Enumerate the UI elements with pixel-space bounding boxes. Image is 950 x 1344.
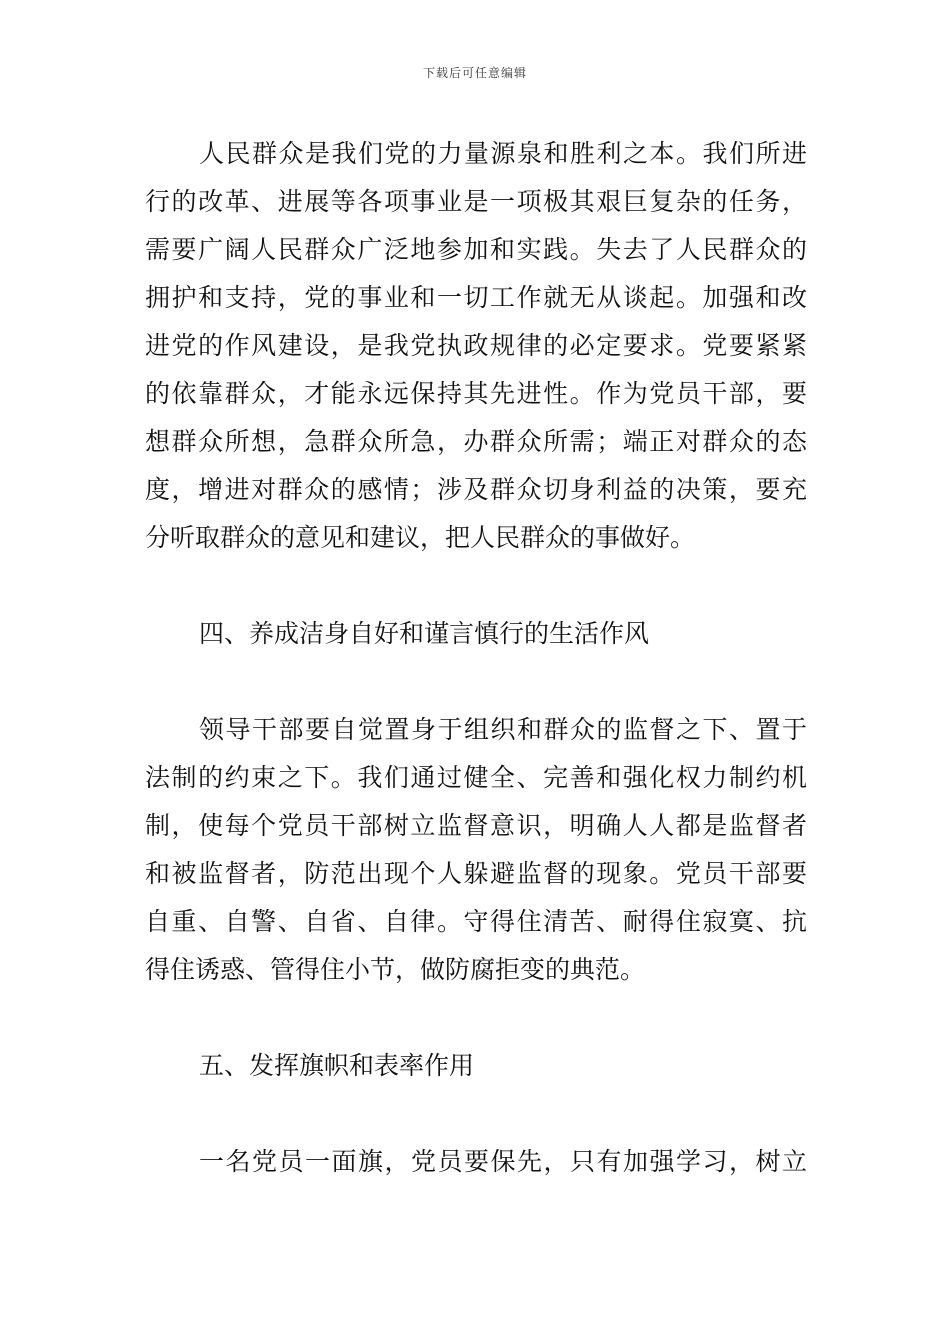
spacer xyxy=(145,562,807,610)
paragraph-line: 和被监督者，防范出现个人躲避监督的现象。党员干部要 xyxy=(145,859,807,888)
paragraph-line: 制，使每个党员干部树立监督意识，明确人人都是监督者 xyxy=(145,811,807,840)
paragraph-line: 需要广阔人民群众广泛地参加和实践。失去了人民群众的 xyxy=(145,235,807,264)
paragraph-line: 自重、自警、自省、自律。守得住清苦、耐得住寂寞、抗 xyxy=(145,907,807,936)
paragraph-line: 领导干部要自觉置身于组织和群众的监督之下、置于 xyxy=(199,715,807,744)
spacer xyxy=(145,994,807,1042)
document-body xyxy=(145,130,807,1186)
spacer xyxy=(145,658,807,706)
paragraph-line: 法制的约束之下。我们通过健全、完善和强化权力制约机 xyxy=(145,763,807,792)
paragraph-line: 人民群众是我们党的力量源泉和胜利之本。我们所进 xyxy=(199,139,807,168)
paragraph-line: 拥护和支持，党的事业和一切工作就无从谈起。加强和改 xyxy=(145,283,807,312)
paragraph-line: 一名党员一面旗，党员要保先，只有加强学习，树立 xyxy=(199,1147,807,1176)
paragraph-line: 行的改革、进展等各项事业是一项极其艰巨复杂的任务， xyxy=(145,187,807,216)
spacer xyxy=(145,1090,807,1138)
paragraph-line: 进党的作风建设，是我党执政规律的必定要求。党要紧紧 xyxy=(145,331,807,360)
page-header-note: 下载后可任意编辑 xyxy=(422,66,527,80)
paragraph-line: 得住诱惑、管得住小节，做防腐拒变的典范。 xyxy=(145,955,646,984)
paragraph-flag xyxy=(145,1138,807,1186)
paragraph-masses xyxy=(145,130,807,562)
paragraph-line: 分听取群众的意见和建议，把人民群众的事做好。 xyxy=(145,523,696,552)
paragraph-line: 度，增进对群众的感情；涉及群众切身利益的决策，要充 xyxy=(145,475,807,504)
paragraph-line: 想群众所想，急群众所急，办群众所需；端正对群众的态 xyxy=(145,427,807,456)
section-heading-five: 五、发挥旗帜和表率作用 xyxy=(199,1051,475,1080)
paragraph-line: 的依靠群众，才能永远保持其先进性。作为党员干部，要 xyxy=(145,379,807,408)
paragraph-supervision xyxy=(145,706,807,994)
section-heading-four: 四、养成洁身自好和谨言慎行的生活作风 xyxy=(199,619,650,648)
